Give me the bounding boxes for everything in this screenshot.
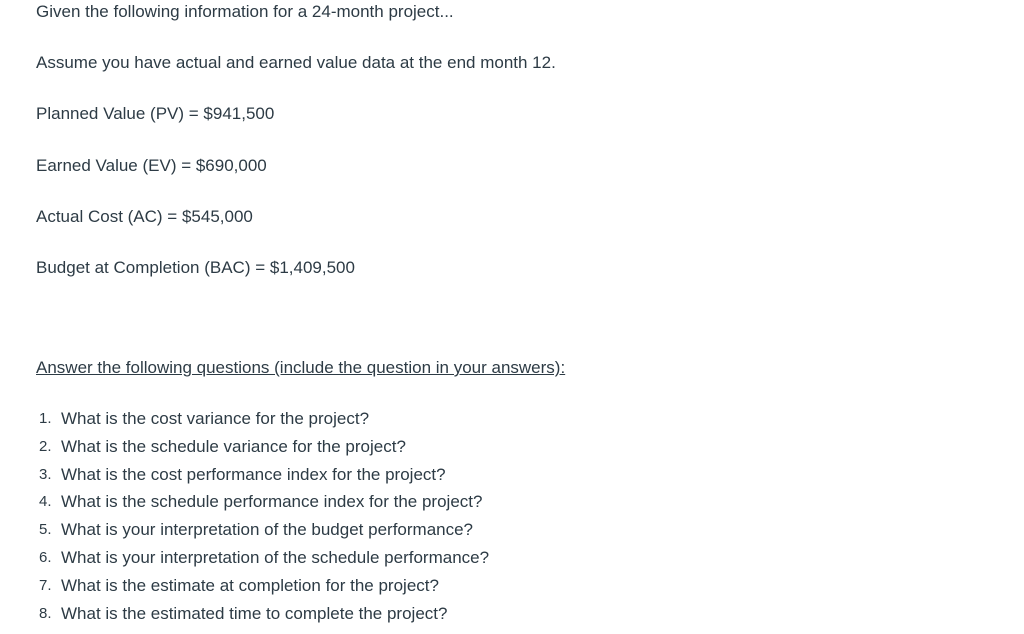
actual-cost: Actual Cost (AC) = $545,000 <box>36 207 253 226</box>
question-number: 5. <box>39 521 52 539</box>
question-text: What is your interpretation of the budget performance? <box>61 520 474 540</box>
question-number: 7. <box>39 576 52 594</box>
question-number: 3. <box>39 465 52 483</box>
question-item <box>36 490 489 518</box>
earned-value: Earned Value (EV) = $690,000 <box>36 156 267 175</box>
question-item <box>36 407 489 435</box>
budget-at-completion: Budget at Completion (BAC) = $1,409,500 <box>36 258 355 277</box>
intro-text: Given the following information for a 24-month project... <box>36 2 454 21</box>
planned-value: Planned Value (PV) = $941,500 <box>36 104 275 123</box>
question-item <box>36 463 489 491</box>
assumption-text: Assume you have actual and earned value data at the end month 12. <box>36 53 556 72</box>
question-number: 2. <box>39 437 52 455</box>
question-text: What is the estimate at completion for the project? <box>61 575 439 595</box>
question-item <box>36 518 489 546</box>
question-text: What is the cost variance for the project? <box>61 409 370 428</box>
question-number: 6. <box>39 548 52 566</box>
question-number: 1. <box>39 410 52 427</box>
question-number: 8. <box>39 604 52 622</box>
question-text: What is the schedule variance for the project? <box>61 436 406 456</box>
question-item <box>36 602 489 630</box>
question-item <box>36 574 489 602</box>
question-item <box>36 435 489 463</box>
questions-list <box>36 407 489 629</box>
instructions-heading: Answer the following questions (include the question in your answers): <box>36 358 566 377</box>
question-number: 4. <box>39 493 52 511</box>
question-text: What is the cost performance index for the project? <box>61 464 446 484</box>
question-text: What is the schedule performance index for the project? <box>61 492 483 512</box>
question-item <box>36 546 489 574</box>
question-text: What is the estimated time to complete the project? <box>61 603 448 623</box>
question-text: What is your interpretation of the schedule performance? <box>61 547 490 567</box>
